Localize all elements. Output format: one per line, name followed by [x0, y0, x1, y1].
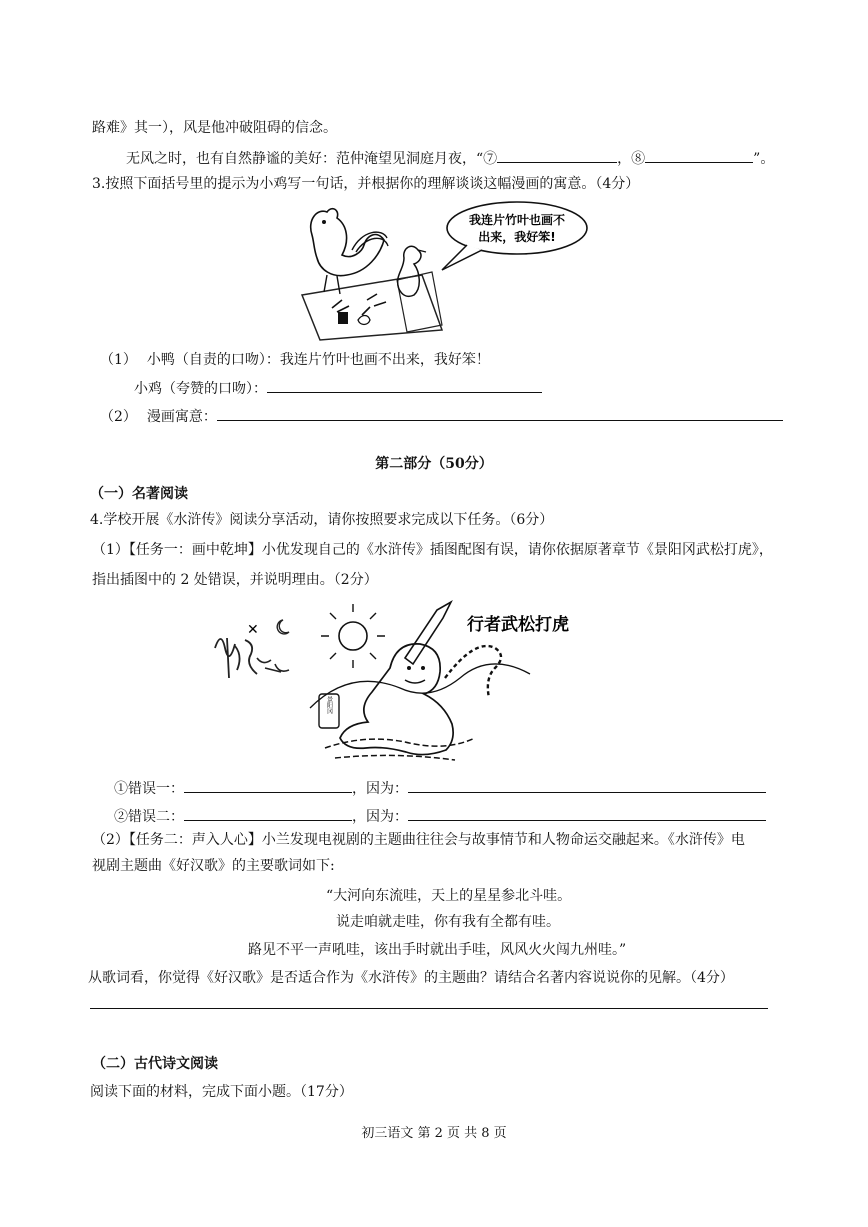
q2-fill-line — [126, 148, 774, 169]
duckling-figure — [398, 246, 421, 296]
wusong-figure — [340, 644, 453, 755]
error2-label: ②错误二： — [114, 809, 184, 825]
saber — [405, 602, 451, 664]
error1-reason-blank[interactable] — [408, 778, 766, 793]
lyric-line-2: 说走咱就走哇，你有我有全都有哇。 — [336, 914, 560, 930]
q3-prompt: 3.按照下面括号里的提示为小鸡写一句话，并根据你的理解谈谈这幅漫画的寓意。（4分） — [92, 176, 640, 192]
jingyang-sign-text: 景阳冈 — [325, 696, 333, 714]
q3-sub1-text: 小鸭（自责的口吻）：我连片竹叶也画不出来，我好笨！ — [146, 352, 490, 368]
cartoon-illustration — [292, 200, 592, 345]
rooster-figure — [311, 209, 384, 276]
task2-answer-line[interactable] — [90, 1008, 768, 1009]
task2-question: 从歌词看，你觉得《好汉歌》是否适合作为《水浒传》的主题曲？请结合名著内容说说你的见解。（4分） — [88, 970, 734, 986]
answer-blank-7[interactable] — [497, 148, 617, 163]
q3-chick-label: 小鸡（夸赞的口吻）： — [134, 381, 267, 397]
wusong-illustration — [205, 598, 569, 768]
error1-label: ①错误一： — [114, 781, 184, 797]
section2-heading: （二）古代诗文阅读 — [92, 1056, 218, 1072]
q2-line2-pre: 无风之时，也有自然静谧的美好：范仲淹望见洞庭月夜，“⑦ — [126, 151, 498, 167]
q3-sub2-label: （2） — [100, 409, 137, 425]
error1-because: ，因为： — [352, 781, 408, 797]
chick-answer-blank[interactable] — [267, 378, 542, 393]
drawing-paper — [302, 275, 442, 340]
q2-line1: 路难》其一），风是他冲破阻碍的信念。 — [92, 120, 337, 136]
q2-line2-mid: ，⑧ — [617, 151, 646, 167]
q4-prompt: 4.学校开展《水浒传》阅读分享活动，请你按照要求完成以下任务。（6分） — [90, 512, 554, 528]
page-footer: 初三语文 第 2 页 共 8 页 — [361, 1126, 507, 1141]
error2-blank[interactable] — [184, 806, 352, 821]
tiger-tail — [445, 646, 501, 698]
part2-title: 第二部分（50分） — [375, 456, 493, 472]
q3-sub1 — [100, 352, 490, 370]
task1-line1: （1）【任务一：画中乾坤】小优发现自己的《水浒传》插图配图有误，请你依据原著章节《景阳冈武松打虎》， — [92, 542, 773, 558]
task2-line1: （2）【任务二：声入人心】小兰发现电视剧的主题曲往往会与故事情节和人物命运交融起来。《水浒传》电 — [92, 832, 745, 848]
sun-icon — [339, 622, 367, 650]
task2-line2: 视剧主题曲《好汉歌》的主要歌词如下: — [92, 858, 335, 874]
bubble-text-2: 出来，我好笨! — [478, 230, 556, 244]
ink-pot — [338, 312, 348, 324]
error1-row — [114, 778, 766, 799]
section1-heading: （一）名著阅读 — [90, 486, 188, 502]
error2-because: ，因为： — [352, 809, 408, 825]
q3-sub2 — [100, 406, 783, 427]
task1-line2: 指出插图中的 2 处错误，并说明理由。（2分） — [92, 572, 378, 588]
section2-instruction: 阅读下面的材料，完成下面小题。（17分） — [90, 1084, 353, 1100]
lyric-line-1: “大河向东流哇，天上的星星参北斗哇。 — [326, 888, 572, 904]
error2-row — [114, 806, 766, 827]
q3-sub1-label: （1） — [100, 352, 137, 368]
q3-chick-line — [134, 378, 542, 399]
q3-sub2-text: 漫画寓意： — [146, 409, 217, 425]
cartoon-meaning-blank[interactable] — [217, 406, 783, 421]
moon-icon — [277, 620, 289, 634]
bamboo-leaves-drawing — [332, 294, 386, 315]
answer-blank-8[interactable] — [645, 148, 753, 163]
bubble-text-1: 我连片竹叶也画不 — [468, 213, 566, 227]
error2-reason-blank[interactable] — [408, 806, 766, 821]
seal-glyph: ✕ — [247, 622, 259, 638]
q2-continuation-line — [92, 120, 337, 138]
mountain-line — [310, 664, 530, 708]
q2-line2-end: ”。 — [753, 151, 775, 167]
lyric-line-3: 路见不平一声吼哇，该出手时就出手哇，风风火火闯九州哇。” — [248, 942, 627, 958]
error1-blank[interactable] — [184, 778, 352, 793]
illustration-title: 行者武松打虎 — [467, 615, 569, 635]
calligraphy-mark — [215, 638, 257, 678]
